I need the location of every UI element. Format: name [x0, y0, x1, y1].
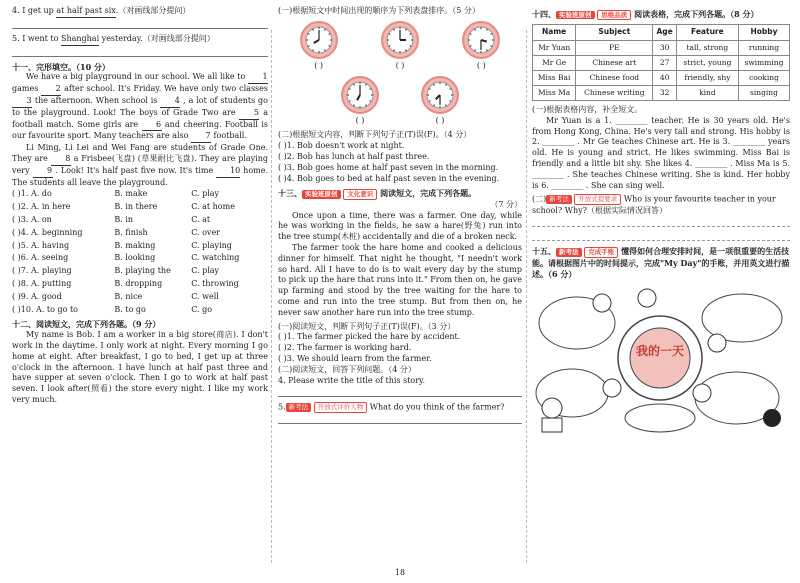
story-paragraph: Once upon a time, there was a farmer. One day, while he was working in the fields, he saw a hare(野兔) run into the tree stump(木桩) accidentally and die of a broken neck. — [278, 210, 522, 242]
option-a: ( )10. A. to go to — [12, 304, 78, 314]
option-row — [12, 304, 268, 317]
tf-item: ( )2. The farmer is working hard. — [278, 343, 412, 353]
cloze-blank[interactable]: 3 — [12, 96, 32, 108]
answer-line[interactable] — [278, 388, 522, 397]
clock-icon — [380, 20, 420, 60]
tag-original: 实验班原创 — [302, 190, 341, 199]
section-13-score: （7 分） — [490, 199, 522, 209]
option-c: C. throwing — [191, 278, 239, 288]
option-b: B. in — [114, 214, 134, 224]
story-paragraph: The farmer took the hare home and cooked a delicious dinner for himself. That night he thought, "I needn't work so hard. All I have to do is to wait every day by the stump to pick up the hare that runs into it." From then on, he gave up farming and stood by the tree waiting for the hare to come and run into the tree stump. But from then on, he never saw another hare run into the tree stump. — [278, 242, 522, 317]
task-open-question: (二) 新考法 开放式提要求 Who is your favourite teacher in your school? Why?（根据实际情况回答） — [532, 194, 776, 215]
option-row — [12, 227, 268, 240]
answer-line[interactable] — [532, 232, 790, 241]
option-a: ( )6. A. seeing — [12, 253, 69, 263]
question-4: 4. I get up at half past six.（对画线部分提问） — [12, 6, 268, 18]
option-c: C. playing — [191, 240, 232, 250]
table-row — [533, 70, 790, 85]
option-row — [12, 188, 268, 201]
tf-item: ( )1. The farmer picked the hare by accident. — [278, 332, 461, 342]
table-cell: Miss Bai — [533, 70, 576, 85]
tag-new: 新考法 — [546, 195, 572, 204]
right-column — [532, 6, 790, 569]
question-5: 5. I went to Shanghai yesterday.（对画线部分提问） — [12, 34, 268, 46]
clock-row-2 — [278, 75, 522, 127]
option-b: B. finish — [114, 227, 148, 237]
tag-journal: 完成手账 — [584, 247, 618, 258]
mini-clock-icon — [708, 334, 726, 352]
tf-item: ( )3. We should learn from the farmer. — [278, 353, 432, 363]
page-number: 18 — [394, 568, 406, 578]
option-row — [12, 240, 268, 253]
tag-open: 开放式提要求 — [574, 194, 621, 205]
section-14-title: 十四、 实验班原创 思维品质 阅读表格，完成下列各题。（8 分） — [532, 9, 759, 19]
table-header-cell: Age — [653, 25, 676, 40]
table-row — [533, 40, 790, 55]
clock-icon — [340, 75, 380, 115]
option-row — [12, 214, 268, 227]
section-11-title: 十一、完形填空。（10 分） — [12, 61, 110, 72]
cloze-options — [12, 188, 268, 316]
cloze-paragraph-2: Li Ming, Li Lei and Wei Fang are students of Grade One. They are 8 a Frisbee(飞盘) (草果耐比飞盘). They are playing very 9 . Look! It's half past five now. It's time 10 home. The students all leave the playground. — [12, 143, 268, 187]
tag-thinking: 思维品质 — [597, 10, 631, 21]
fill-passage: Mr Yuan is a 1. ________ teacher. He is 30 years old. He's from Hong Kong, China. He's very tall and strong. His hobby is 2. ________ . Mr Ge teaches Chinese art. He is 3. ________ years old. He is young and strict. He likes swimming. Miss Bai is friendly and a little bit shy. She likes 4. ________ . Miss Ma is 5. ________ . She teaches Chinese writing. She is kind. Her hobby is 6. ________ . She can sing well. — [532, 115, 790, 190]
option-a: ( )7. A. playing — [12, 266, 72, 276]
option-c: C. at — [191, 214, 211, 224]
option-row — [12, 265, 268, 278]
clock-icon — [299, 20, 339, 60]
table-header-cell: Feature — [676, 25, 738, 40]
table-header-cell: Subject — [576, 25, 653, 40]
option-row — [12, 291, 268, 304]
clock-item — [375, 20, 425, 72]
option-a: ( )1. A. do — [12, 189, 52, 199]
divider — [271, 30, 272, 563]
option-b: B. dropping — [114, 278, 163, 288]
option-c: C. play — [191, 266, 220, 276]
middle-column — [278, 6, 522, 569]
table-cell: singing — [738, 85, 789, 100]
cloze-paragraph-1: We have a big playground in our school. We all like to 1 games 2 after school. It's Friday. We have only two classes 3 the afternoon. When school is 4 , a lot of students go to the playground. Look! The boys of Grade Two are 5 a football match. Some girls are 6 and cheering. Football is our favourite sport. Many teachers are also 7 football. — [12, 72, 268, 143]
table-cell: 32 — [653, 85, 676, 100]
tag-culture: 文化意识 — [343, 189, 377, 200]
table-cell: Miss Ma — [533, 85, 576, 100]
option-row — [12, 278, 268, 291]
cloze-blank[interactable]: 5 — [239, 108, 259, 120]
option-b: B. to go — [114, 304, 146, 314]
task-fill: (一)根据表格内容，补全短文。 — [532, 105, 643, 114]
section-12-title: 十二、阅读短文，完成下列各题。（9 分） — [12, 319, 161, 330]
option-b: B. looking — [114, 253, 156, 263]
option-c: C. go — [191, 304, 213, 314]
table-cell: running — [738, 40, 789, 55]
table-row — [533, 55, 790, 70]
table-cell: 27 — [653, 55, 676, 70]
left-column — [12, 6, 268, 569]
clock-item — [456, 20, 506, 72]
clock-item — [294, 20, 344, 72]
clock-icon — [420, 75, 460, 115]
table-cell: Mr Ge — [533, 55, 576, 70]
answer-line[interactable] — [532, 218, 790, 227]
tag-original: 实验班原创 — [556, 11, 595, 20]
art-center-text: 我的一天 — [635, 344, 685, 359]
option-c: C. play — [191, 189, 220, 199]
answer-line[interactable] — [12, 48, 268, 57]
cloze-blank[interactable]: 9 — [33, 166, 53, 178]
task-tf-2: (一)阅读短文，判断下列句子正(T)误(F)。（3 分） — [278, 321, 456, 331]
option-a: ( )3. A. on — [12, 214, 52, 224]
tf-item: ( )1. Bob doesn't work at night. — [278, 141, 405, 151]
clock-row-1 — [278, 20, 522, 72]
option-b: B. making — [114, 240, 156, 250]
option-row — [12, 252, 268, 265]
divider — [526, 30, 527, 563]
reading-passage: My name is Bob. I am a worker in a big store(商店). I don't work in the daytime. I only work at night. Every morning I go home at eight. After breakfast, I go to bed, I get up at three o'clock in the afternoon. I have lunch at half past three and have supper at seven o'clock. Then I go to work at half past seven. I look after(照看) the store every night. I like my work very much. — [12, 330, 268, 404]
tf-item: ( )4. Bob goes to bed at half past seven in the evening. — [278, 173, 500, 183]
cloze-blank[interactable]: 7 — [191, 131, 211, 143]
table-row — [533, 85, 790, 100]
my-day-illustration — [532, 283, 790, 433]
tf-list-2 — [278, 332, 522, 364]
option-row — [12, 201, 268, 214]
question-title: 4. Please write the title of this story. — [278, 375, 426, 385]
clock-item — [415, 75, 465, 127]
mini-clock-icon — [693, 384, 711, 402]
mini-clock-icon — [638, 289, 656, 307]
table-cell: Chinese writing — [576, 85, 653, 100]
task-clock-order: (一)根据短文中时间出现的顺序为下列表盘排序。（5 分） — [278, 6, 480, 15]
answer-line[interactable] — [12, 20, 268, 29]
option-a: ( )8. A. putting — [12, 278, 72, 288]
question-opinion: 5. 新考法 开放式评价人物 What do you think of the farmer? — [278, 402, 505, 412]
table-cell: cooking — [738, 70, 789, 85]
answer-bracket[interactable]: ( ) — [395, 60, 405, 70]
table-cell: swimming — [738, 55, 789, 70]
teacher-table — [532, 24, 790, 101]
mini-clock-icon — [593, 294, 611, 312]
option-c: C. well — [191, 291, 219, 301]
option-c: C. watching — [191, 253, 240, 263]
table-cell: tall, strong — [676, 40, 738, 55]
my-day-artwork — [532, 283, 790, 433]
task-answer: (二)阅读短文，回答下列问题。（4 分） — [278, 364, 416, 374]
option-a: ( )2. A. in here — [12, 202, 71, 212]
table-cell: PE — [576, 40, 653, 55]
option-b: B. in there — [114, 202, 158, 212]
answer-line[interactable] — [278, 415, 522, 424]
tf-item: ( )2. Bob has lunch at half past three. — [278, 151, 430, 161]
tag-open: 开放式评价人物 — [314, 402, 368, 413]
option-a: ( )5. A. having — [12, 240, 70, 250]
mini-clock-icon — [603, 379, 621, 397]
cloze-blank[interactable]: 6 — [142, 120, 162, 132]
table-cell: Chinese art — [576, 55, 653, 70]
option-a: ( )4. A. beginning — [12, 227, 83, 237]
task-true-false: (二)根据短文内容，判断下列句子正(T)误(F)。（4 分） — [278, 130, 472, 140]
tf-list — [278, 141, 522, 184]
table-cell: 30 — [653, 40, 676, 55]
section-13-title: 十三、 实验班原创 文化意识 阅读短文，完成下列各题。 — [278, 188, 477, 199]
option-b: B. make — [114, 189, 148, 199]
table-header-cell: Name — [533, 25, 576, 40]
answer-bracket[interactable]: ( ) — [314, 60, 324, 70]
story-passage — [278, 211, 522, 319]
cloze-blank[interactable]: 10 — [216, 166, 240, 178]
option-c: C. over — [191, 227, 221, 237]
tag-new: 新考法 — [286, 403, 312, 412]
cloze-blank[interactable]: 8 — [51, 154, 71, 166]
option-c: C. at home — [191, 202, 235, 212]
answer-bracket[interactable]: ( ) — [355, 115, 365, 125]
table-cell: Mr Yuan — [533, 40, 576, 55]
table-cell: strict, young — [676, 55, 738, 70]
answer-bracket[interactable]: ( ) — [435, 115, 445, 125]
table-cell: kind — [676, 85, 738, 100]
table-header-cell: Hobby — [738, 25, 789, 40]
table-cell: Chinese food — [576, 70, 653, 85]
table-cell: friendly, shy — [676, 70, 738, 85]
table-cell: 40 — [653, 70, 676, 85]
cloze-blank[interactable]: 4 — [160, 96, 180, 108]
answer-bracket[interactable]: ( ) — [476, 60, 486, 70]
option-b: B. playing the — [114, 266, 171, 276]
option-b: B. nice — [114, 291, 143, 301]
tag-new: 新考法 — [556, 248, 582, 257]
clock-icon — [461, 20, 501, 60]
cloze-blank[interactable]: 1 — [248, 72, 268, 84]
clock-item — [335, 75, 385, 127]
tf-item: ( )3. Bob goes home at half past seven in the morning. — [278, 162, 499, 172]
section-15-title: 十五、 新考法 完成手账 懂得如何合理安排时间，是一项很重要的生活技能。请根据图片中的时间提示，完成"My Day"的手账，并用英文进行描述。（6 分） — [532, 246, 790, 279]
option-a: ( )9. A. good — [12, 291, 62, 301]
cloze-blank[interactable]: 2 — [41, 84, 61, 96]
